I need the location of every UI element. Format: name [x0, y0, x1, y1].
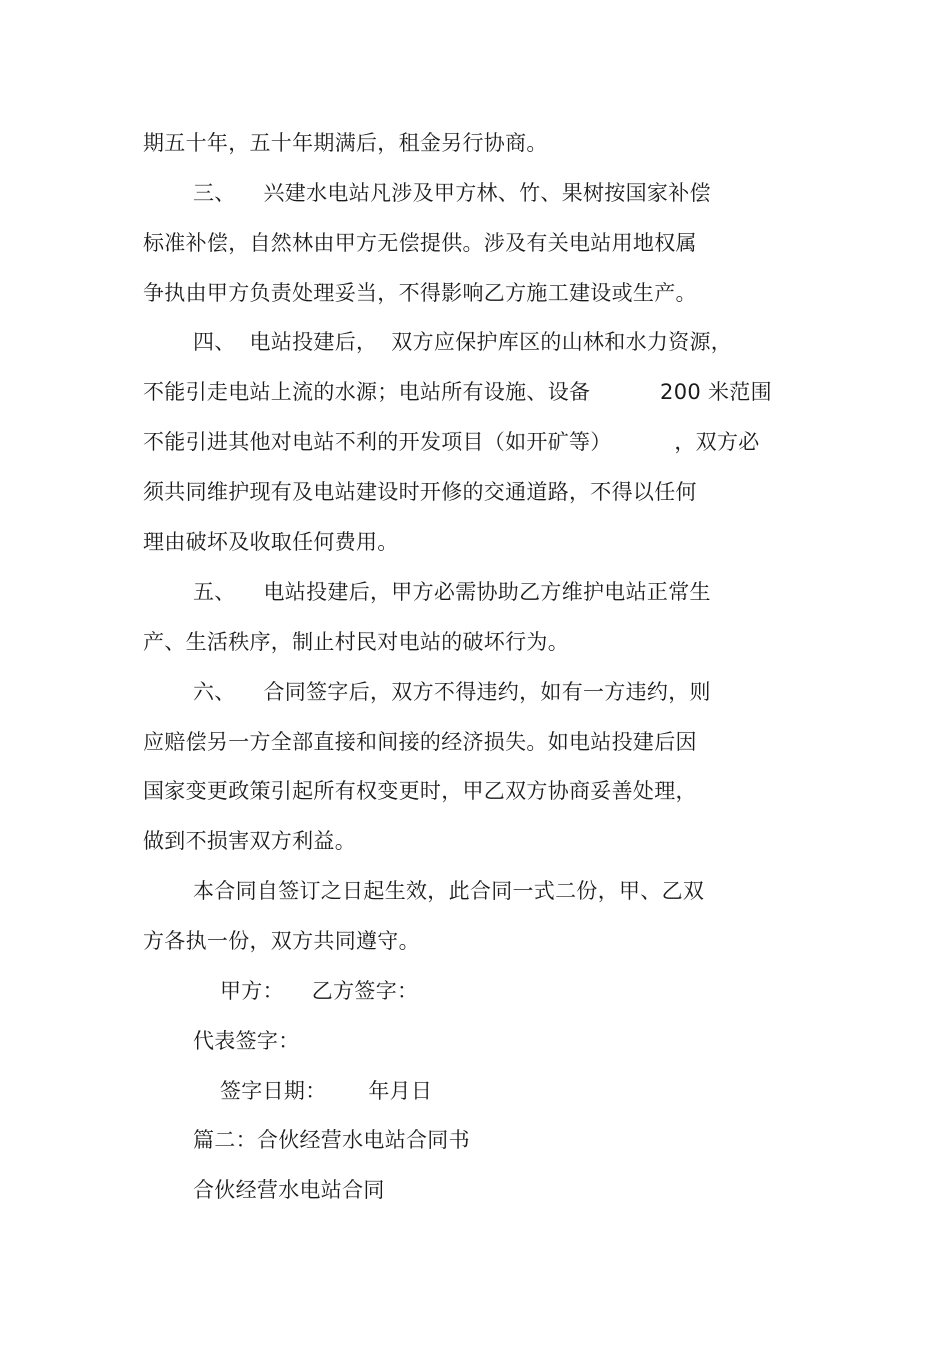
clause-3-line-1: 三、 兴建水电站凡涉及甲方林、竹、果树按国家补偿 — [193, 181, 711, 205]
clause-5-line-2: 产、生活秩序，制止村民对电站的破坏行为。 — [143, 630, 569, 654]
contract-title: 合伙经营水电站合同 — [193, 1178, 385, 1202]
representative-signature-line: 代表签字： — [193, 1029, 300, 1053]
clause-3-line-3: 争执由甲方负责处理妥当，不得影响乙方施工建设或生产。 — [143, 281, 697, 305]
clause-6-line-1: 六、 合同签字后，双方不得违约，如有一方违约，则 — [193, 680, 711, 704]
signature-date-line: 签字日期： 年月日 — [220, 1079, 433, 1103]
party-signature-line: 甲方： 乙方签字： — [220, 979, 419, 1003]
effective-line-2: 方各执一份，双方共同遵守。 — [143, 929, 420, 953]
clause-3-line-2: 标准补偿，自然林由甲方无偿提供。涉及有关电站用地权属 — [143, 231, 697, 255]
clause-4-line-5: 理由破坏及收取任何费用。 — [143, 530, 399, 554]
effective-line-1: 本合同自签订之日起生效，此合同一式二份，甲、乙双 — [193, 879, 705, 903]
clause-4-line-1: 四、 电站投建后， 双方应保护库区的山林和水力资源， — [193, 330, 733, 354]
clause-6-line-3: 国家变更政策引起所有权变更时，甲乙双方协商妥善处理， — [143, 779, 697, 803]
clause-4-line-3: 不能引进其他对电站不利的开发项目（如开矿等） ，双方必 — [143, 430, 760, 454]
clause-4-line-4: 须共同维护现有及电站建设时开修的交通道路，不得以任何 — [143, 480, 697, 504]
paragraph-line-1: 期五十年，五十年期满后，租金另行协商。 — [143, 131, 548, 155]
section-2-heading: 篇二：合伙经营水电站合同书 — [193, 1128, 470, 1152]
clause-5-line-1: 五、 电站投建后，甲方必需协助乙方维护电站正常生 — [193, 580, 711, 604]
clause-6-line-2: 应赔偿另一方全部直接和间接的经济损失。如电站投建后因 — [143, 730, 697, 754]
clause-4-line-2: 不能引走电站上流的水源；电站所有设施、设备 200 米范围 — [143, 380, 772, 404]
clause-6-line-4: 做到不损害双方利益。 — [143, 829, 356, 853]
